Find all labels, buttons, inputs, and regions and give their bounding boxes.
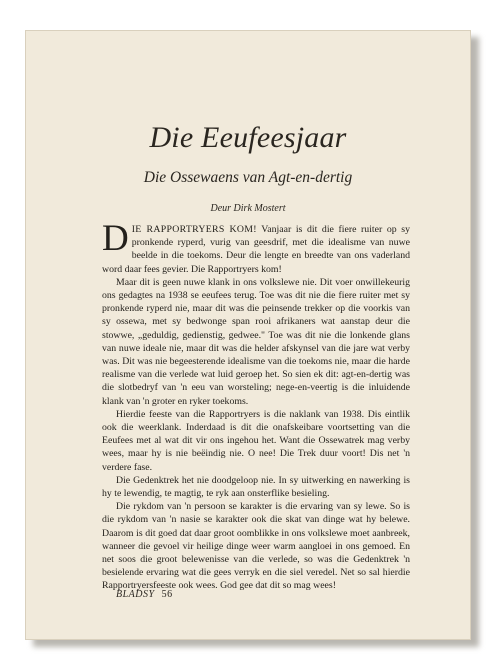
paragraph: Die rykdom van 'n persoon se karakter is die ervaring van sy lewe. So is die rykdom van 'n nasie se karakter ook die skat van dinge wat hy belewe. Daarom is dit goed dat daar groot oomblikke in ons volkslewe moet aanbreek, wanneer die gevoel vir heilige dinge weer warm aangloei in ons gemoed. En net soos die groot belewenisse van die verlede, so was die Gedenktrek 'n besielende ervaring wat die gees verryk en die siel veredel. Net so sal hierdie Rapportryersfeeste ook wees. God gee dat dit so mag wees! bbox=[102, 501, 410, 592]
paragraph-text: Vanjaar is dit die fiere ruiter op sy pronkende ryperd, vurig van geesdrif, met die idealisme van nuwe beelde in die toekoms. Deur die lengte en breedte van ons vaderland word daar fees gevier. Die Rapportryers kom! bbox=[102, 224, 410, 275]
drop-cap: D bbox=[102, 218, 129, 259]
article-subtitle: Die Ossewaens van Agt-en-dertig bbox=[143, 169, 353, 186]
page-number: 56 bbox=[161, 589, 173, 600]
lead-caps: IE RAPPORTRYERS KOM! bbox=[131, 224, 257, 235]
article-byline: Deur Dirk Mostert bbox=[210, 203, 286, 214]
paragraph bbox=[102, 218, 410, 276]
paragraph: Maar dit is geen nuwe klank in ons volkslewe nie. Dit voer onwillekeurig ons gedagtes na 1938 se eeufees terug. Toe was dit nie die fiere ruiter met sy pronkende ryperd nie, maar dit was die peinsende trekker op die voorkis van sy ossewa, met sy bedwonge span rooi afrikaners wat aanstap deur die stowwe, „geduldig, gedienstig, gedwee." Toe was dit nie die lonkende glans van nuwe ideale nie, maar dit was die helder afskynsel van die jare wat verby was. Dit was nie begeesterende idealisme van die toekoms nie, maar die harde realisme van die verlede wat luid geroep het. So sien ek dit: agt-en-dertig was die slotbedryf van 'n eeu van worsteling; nege-en-veertig is die inluidende klank van 'n groter en ryker toekoms. bbox=[102, 276, 410, 407]
article-title: Die Eeufeesjaar bbox=[149, 121, 347, 154]
paragraph: Hierdie feeste van die Rapportryers is die naklank van 1938. Dis eintlik ook die weerklank. Inderdaad is dit die onafskeibare voortsetting van die Eeufees met al wat dit vir ons ingehou het. Want die Ossewatrek mag verby wees, maar hy is nie beëindig nie. O nee! Die Trek duur voort! Dis net 'n verdere fase. bbox=[102, 408, 410, 473]
footer-label: BLADSY bbox=[116, 589, 155, 600]
document-page bbox=[25, 30, 471, 640]
page-footer bbox=[116, 589, 173, 600]
article-body bbox=[102, 218, 410, 593]
paragraph: Die Gedenktrek het nie doodgeloop nie. In sy uitwerking en nawerking is hy te lewendig, te magtig, te ryk aan onsterflike besieling. bbox=[102, 474, 410, 500]
